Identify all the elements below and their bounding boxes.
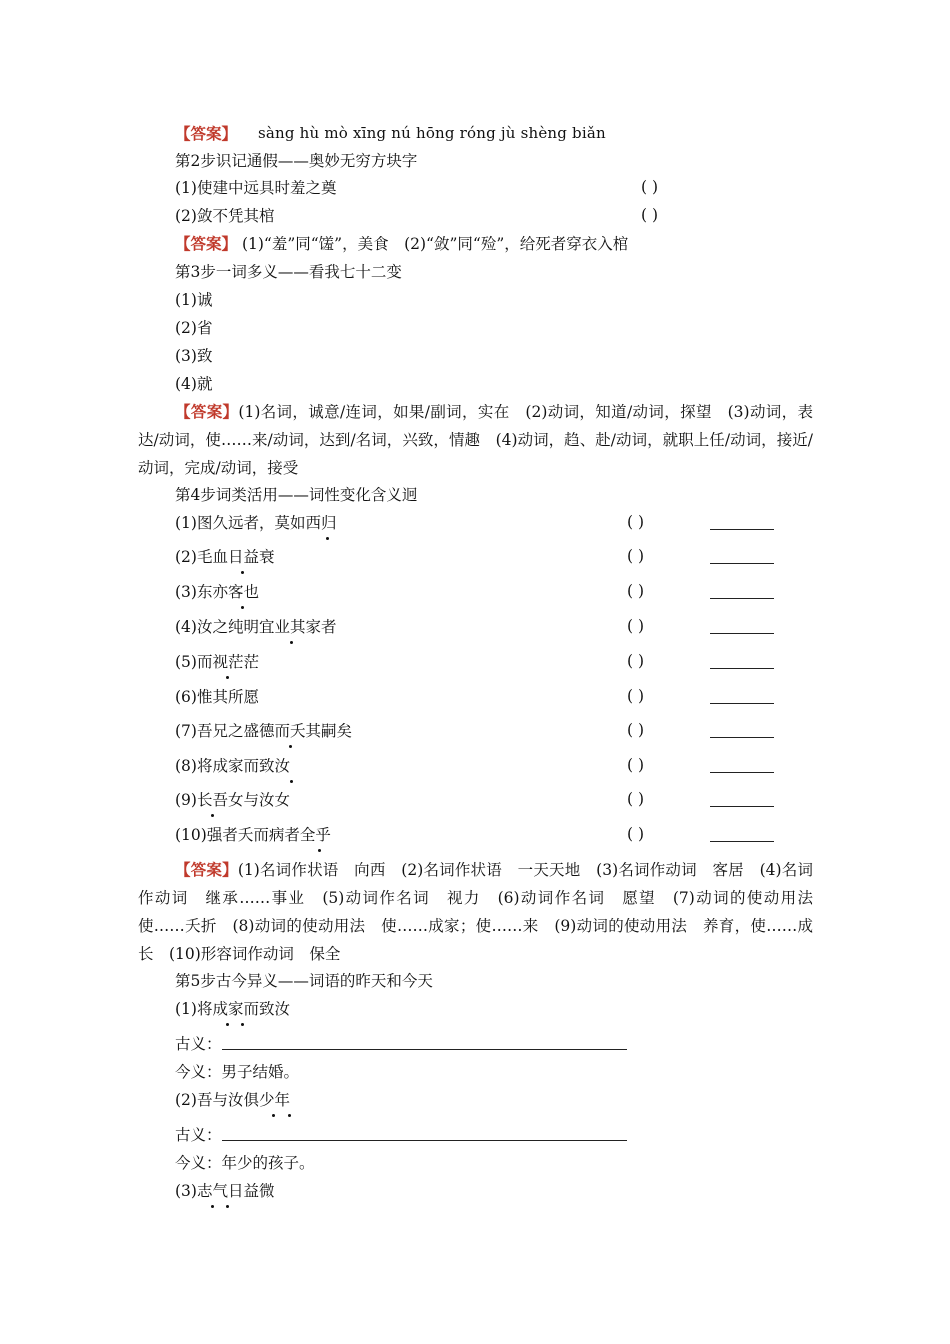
step5-item-1: (1)将成家而致汝 xyxy=(175,1000,290,1018)
step4-item-1: (1)图久远者，莫如西归 xyxy=(175,514,337,532)
step4-blank-2[interactable] xyxy=(710,547,774,564)
emphasis-dot xyxy=(211,1205,214,1208)
step4-paren-2: ( ) xyxy=(627,547,645,565)
step4-blank-10[interactable] xyxy=(710,825,774,842)
step4-item-8: (8)将成家而致汝 xyxy=(175,757,290,775)
answer-label: 【答案】 xyxy=(175,124,238,143)
answer-3-text: (1)名词，诚意/连词，如果/副词，实在 (2)动词，知道/动词，探望 (3)动词，表达/动词，使……来/动词，达到/名词，兴致，情趣 (4)动词，趋、赴/动词，就职上任/动词，接近/动词，完成/动词，接受 xyxy=(138,403,813,477)
step4-paren-7: ( ) xyxy=(627,721,645,739)
emphasis-dot xyxy=(211,814,214,817)
step4-item-5: (5)而视茫茫 xyxy=(175,653,259,671)
answer-4 xyxy=(138,856,829,968)
step5-gu-2: 古义： xyxy=(175,1126,222,1144)
step4-item-6: (6)惟其所愿 xyxy=(175,688,259,706)
step4-paren-3: ( ) xyxy=(627,582,645,600)
step4-paren-6: ( ) xyxy=(627,687,645,705)
emphasis-dot xyxy=(289,745,292,748)
step5-blank-1[interactable] xyxy=(222,1035,627,1050)
answer-4-text: (1)名词作状语 向西 (2)名词作状语 一天天地 (3)名词作动词 客居 (4)名词作动词 继承……事业 (5)动词作名词 视力 (6)动词作名词 愿望 (7)动词的使动用法 使……夭折 (8)动词的使动用法 使……成家；使……来 (9)动词的使动用法 养育，使……成长 (10)形容词作动词 保全 xyxy=(138,861,829,963)
step4-paren-5: ( ) xyxy=(627,652,645,670)
emphasis-dot xyxy=(326,537,329,540)
answer-label: 【答案】 xyxy=(175,234,238,253)
step4-item-7: (7)吾兄之盛德而夭其嗣矣 xyxy=(175,722,352,740)
answer-label: 【答案】 xyxy=(175,860,238,879)
emphasis-dot xyxy=(241,1023,244,1026)
step4-paren-1: ( ) xyxy=(627,513,645,531)
answer-2 xyxy=(175,234,628,254)
step4-blank-3[interactable] xyxy=(710,582,774,599)
step3-title: 第3步一词多义——看我七十二变 xyxy=(175,263,402,281)
step4-paren-4: ( ) xyxy=(627,617,645,635)
step4-item-3: (3)东亦客也 xyxy=(175,583,259,601)
answer-2-text: (1)“羞”同“馐”，美食 (2)“敛”同“殓”，给死者穿衣入棺 xyxy=(241,235,629,253)
step5-blank-2[interactable] xyxy=(222,1126,627,1141)
answer-label: 【答案】 xyxy=(175,402,239,421)
step4-item-4: (4)汝之纯明宜业其家者 xyxy=(175,618,337,636)
step2-title: 第2步识记通假——奥妙无穷方块字 xyxy=(175,152,418,170)
step4-blank-4[interactable] xyxy=(710,617,774,634)
emphasis-dot xyxy=(318,849,321,852)
step4-item-10: (10)强者夭而病者全乎 xyxy=(175,826,331,844)
emphasis-dot xyxy=(290,641,293,644)
step4-paren-10: ( ) xyxy=(627,825,645,843)
emphasis-dot xyxy=(288,1114,291,1117)
step4-blank-5[interactable] xyxy=(710,652,774,669)
step5-item-3: (3)志气日益微 xyxy=(175,1182,275,1200)
step5-title: 第5步古今异义——词语的昨天和今天 xyxy=(175,972,433,990)
emphasis-dot xyxy=(226,1205,229,1208)
emphasis-dot xyxy=(272,1114,275,1117)
step3-item-3: (3)致 xyxy=(175,347,213,365)
step4-title: 第4步词类活用——词性变化含义迥 xyxy=(175,486,418,504)
answer-3 xyxy=(138,398,813,482)
step3-item-2: (2)省 xyxy=(175,319,213,337)
step4-paren-8: ( ) xyxy=(627,756,645,774)
step4-blank-1[interactable] xyxy=(710,513,774,530)
step4-item-2: (2)毛血日益衰 xyxy=(175,548,275,566)
step2-item-2: (2)敛不凭其棺 xyxy=(175,207,275,225)
step4-paren-9: ( ) xyxy=(627,790,645,808)
step5-jin-1: 今义：男子结婚。 xyxy=(175,1063,300,1081)
step4-blank-6[interactable] xyxy=(710,687,774,704)
emphasis-dot xyxy=(241,571,244,574)
step2-paren-1: ( ) xyxy=(641,178,659,196)
emphasis-dot xyxy=(226,1023,229,1026)
step5-jin-2: 今义：年少的孩子。 xyxy=(175,1154,315,1172)
step5-item-2: (2)吾与汝俱少年 xyxy=(175,1091,290,1109)
step4-blank-9[interactable] xyxy=(710,790,774,807)
step4-blank-8[interactable] xyxy=(710,756,774,773)
emphasis-dot xyxy=(290,780,293,783)
step2-item-1: (1)使建中远具时羞之奠 xyxy=(175,179,337,197)
emphasis-dot xyxy=(226,676,229,679)
step4-blank-7[interactable] xyxy=(710,721,774,738)
step4-item-9: (9)长吾女与汝女 xyxy=(175,791,290,809)
pinyin-answer: sàng hù mò xīng nú hōng róng jù shèng biǎn xyxy=(258,124,606,142)
emphasis-dot xyxy=(241,606,244,609)
step3-item-1: (1)诚 xyxy=(175,291,213,309)
answer-1 xyxy=(175,124,237,144)
step3-item-4: (4)就 xyxy=(175,375,213,393)
step5-gu-1: 古义： xyxy=(175,1035,222,1053)
step2-paren-2: ( ) xyxy=(641,206,659,224)
